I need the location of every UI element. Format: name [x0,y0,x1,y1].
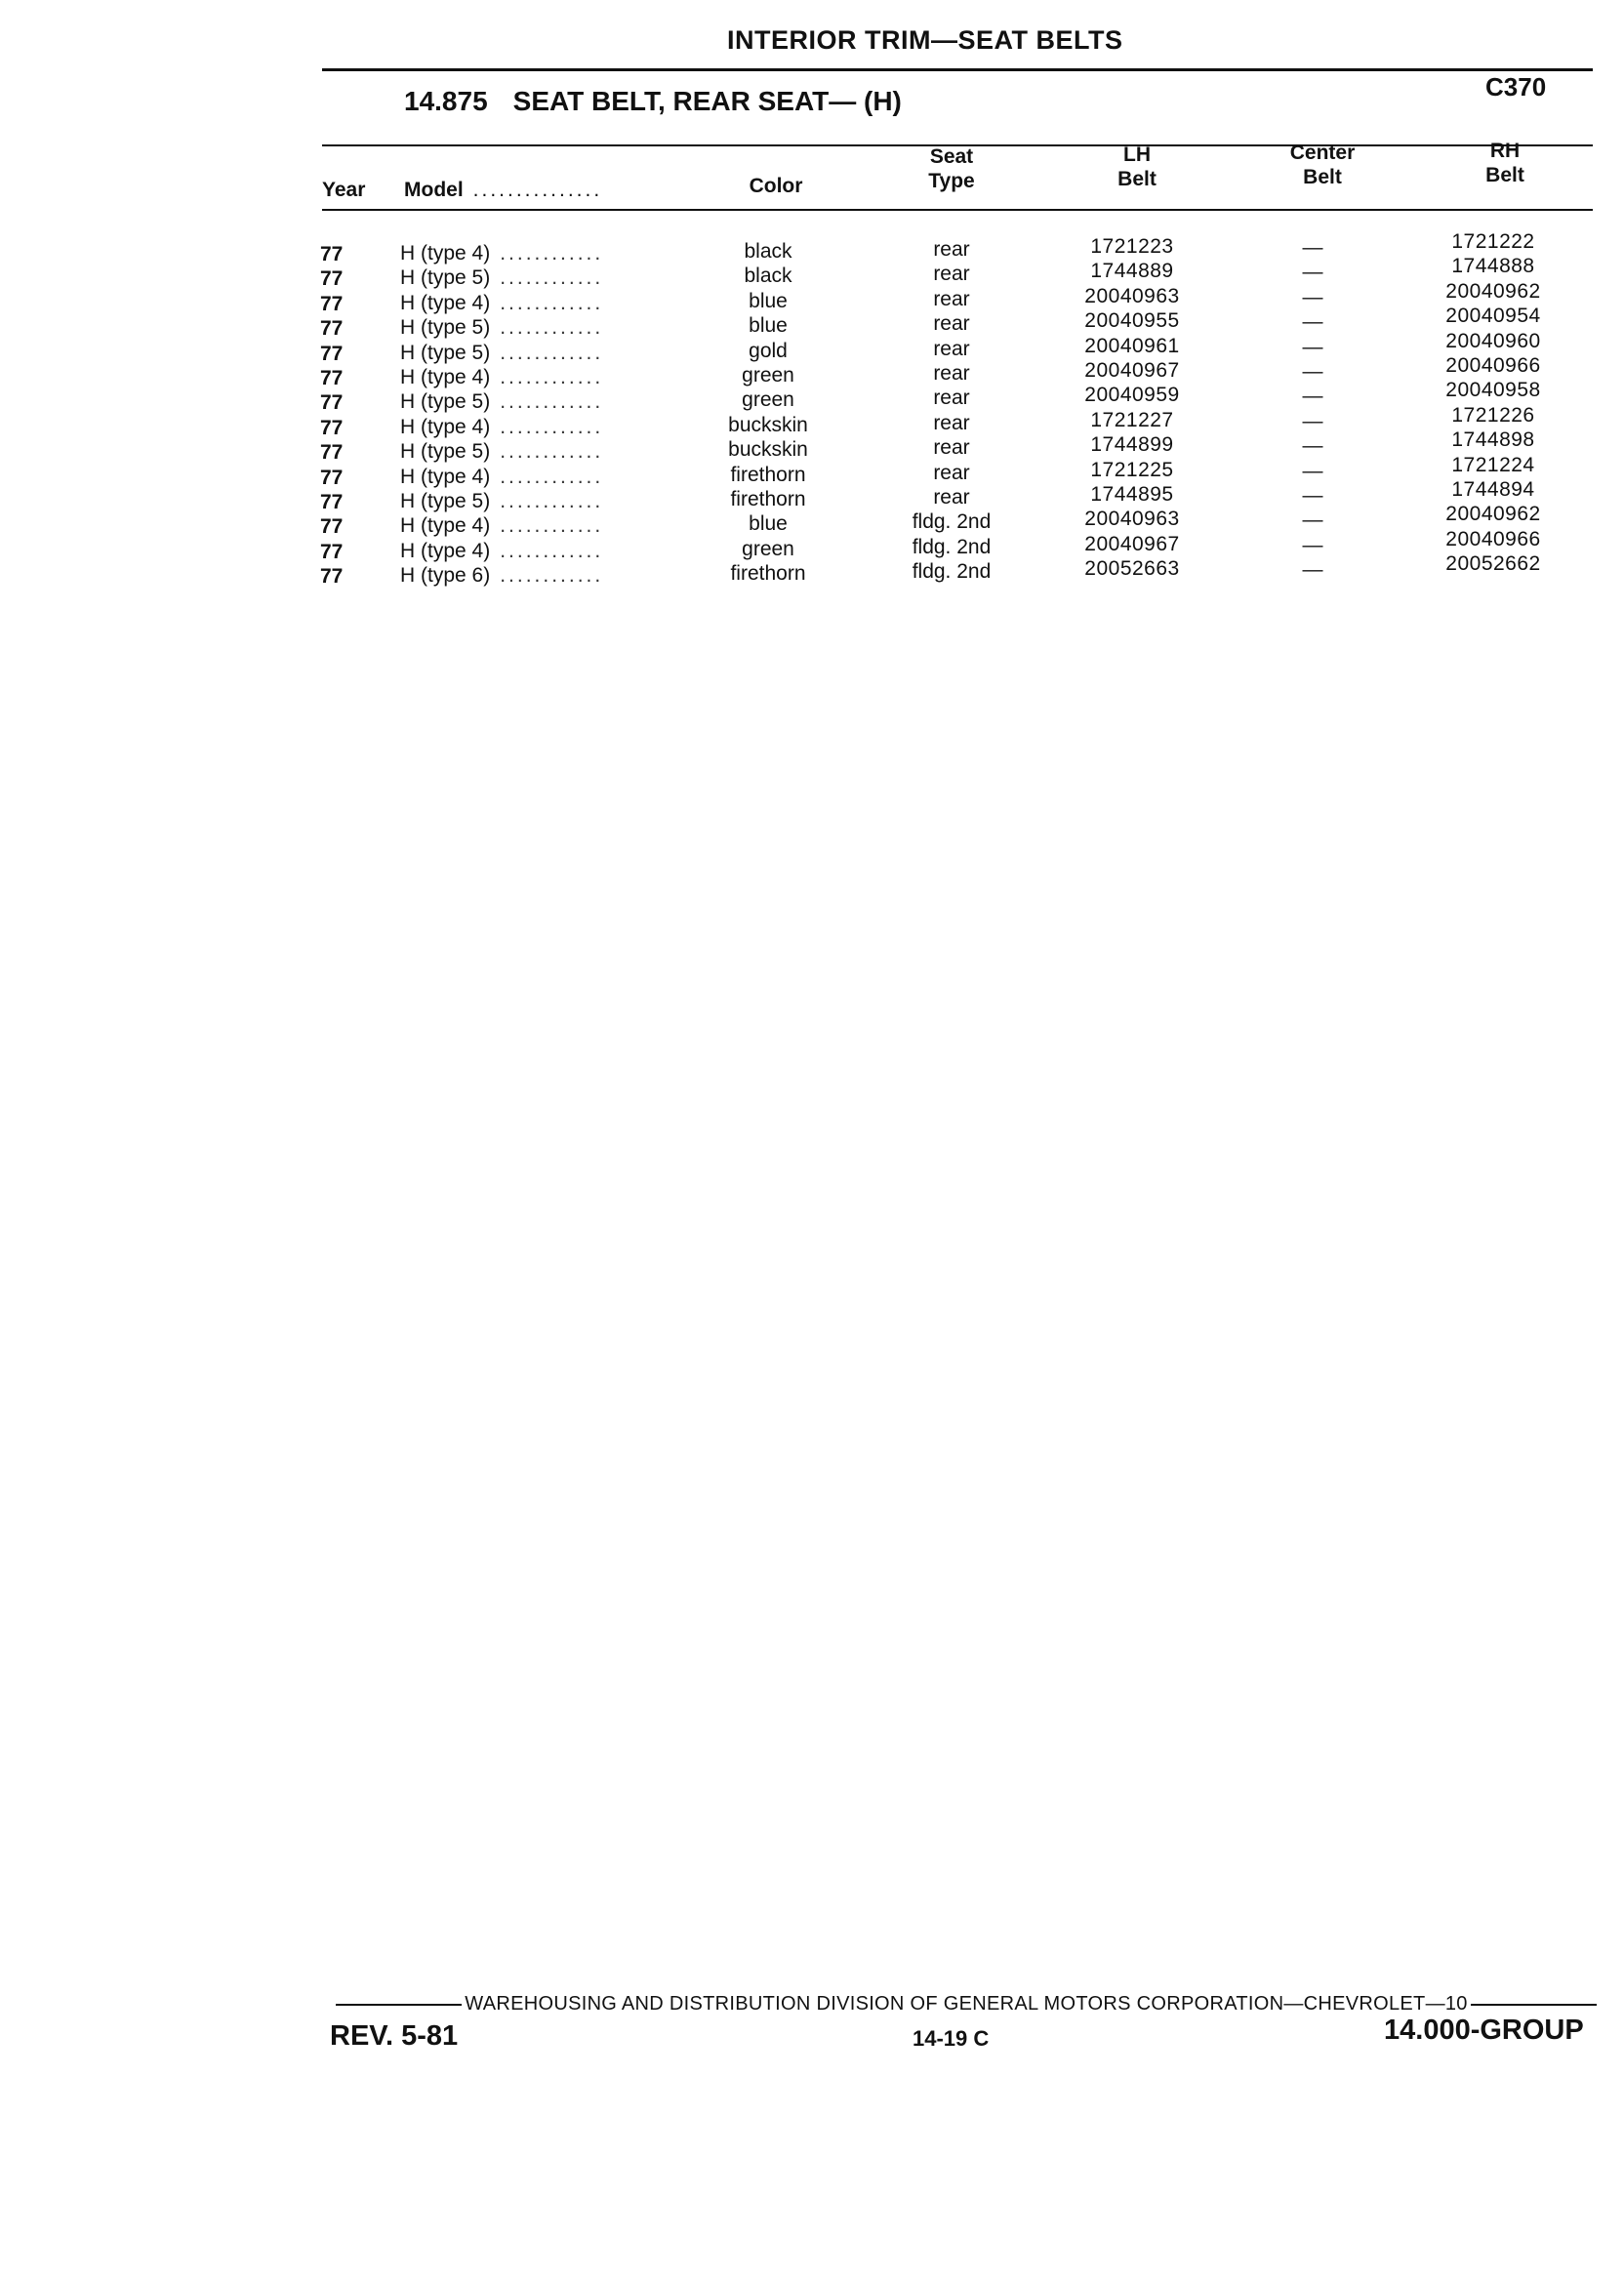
header-seat-type-line2: Type [928,170,975,192]
model-label: H (type 4) [400,292,491,314]
center-belt-cell: — [1302,360,1323,383]
model-label: H (type 4) [400,540,491,562]
color-cell: gold [749,340,788,362]
lh-belt-cell: 1721227 [1090,409,1174,431]
rh-belt-cell: 20052662 [1445,552,1541,575]
part-number: 14.875 [404,86,488,116]
rh-belt-cell: 20040966 [1445,354,1541,377]
center-belt-cell: — [1302,236,1323,259]
model-cell: H (type 5) ............ [400,342,604,364]
model-cell: H (type 5) ............ [400,390,604,413]
footer-division: WAREHOUSING AND DISTRIBUTION DIVISION OF GENERAL MOTORS CORPORATION—CHEVROLET—10 [465,1993,1468,2015]
lh-belt-cell: 1721225 [1090,459,1174,481]
color-cell: blue [749,314,788,337]
year-cell: 77 [320,541,344,563]
rh-belt-cell: 1721226 [1451,404,1535,427]
year-cell: 77 [320,367,344,389]
year-cell: 77 [320,417,344,439]
model-label: H (type 4) [400,466,491,488]
model-label: H (type 5) [400,440,491,463]
color-cell: green [742,538,794,560]
group-label: 14.000-GROUP [1384,2015,1584,2046]
seat-type-cell: rear [933,387,970,409]
header-seat-type-line1: Seat [929,145,974,168]
color-cell: green [742,388,794,411]
lh-belt-cell: 20040963 [1084,508,1180,530]
color-cell: buckskin [728,414,808,436]
lh-belt-cell: 1744889 [1090,260,1174,282]
header-rh-line1: RH [1489,140,1521,162]
header-rh-belt [1437,139,1573,187]
revision-label: REV. 5-81 [330,2020,459,2052]
seat-type-cell: rear [933,288,970,310]
seat-type-cell: rear [933,338,970,360]
header-center-line2: Belt [1303,166,1342,188]
part-heading [404,86,902,117]
lh-belt-cell: 1721223 [1090,235,1174,258]
model-cell: H (type 4) ............ [400,416,604,438]
model-cell: H (type 5) ............ [400,316,604,339]
model-label: H (type 4) [400,416,491,438]
seat-type-cell: rear [933,436,970,459]
seat-type-cell: rear [933,486,970,509]
header-lh-line2: Belt [1117,168,1157,190]
center-belt-cell: — [1302,336,1323,358]
lh-belt-cell: 1744899 [1090,433,1174,456]
color-cell: blue [749,290,788,312]
lh-belt-cell: 20040963 [1084,285,1180,307]
footer-division-line [336,1993,1597,2015]
header-model-label: Model [404,179,464,201]
model-cell: H (type 4) ............ [400,466,604,488]
center-belt-cell: — [1302,434,1323,457]
rh-belt-cell: 20040966 [1445,528,1541,550]
lh-belt-cell: 20040961 [1084,335,1180,357]
center-belt-cell: — [1302,261,1323,283]
center-belt-cell: — [1302,484,1323,507]
seat-type-cell: rear [933,312,970,335]
header-rh-line2: Belt [1485,164,1524,186]
rh-belt-cell: 20040962 [1445,503,1541,525]
color-cell: firethorn [730,562,806,585]
year-cell: 77 [320,491,344,513]
model-label: H (type 5) [400,316,491,339]
model-label: H (type 6) [400,564,491,587]
footer-dash-right [1471,2004,1597,2006]
header-model: Model ............... [404,179,603,201]
header-rule [322,68,1593,71]
lh-belt-cell: 20040967 [1084,533,1180,555]
year-cell: 77 [320,467,344,489]
model-label: H (type 4) [400,366,491,388]
rh-belt-cell: 20040960 [1445,330,1541,352]
model-label: H (type 5) [400,490,491,512]
header-bottom-rule [322,209,1593,211]
header-center-line1: Center [1289,142,1356,164]
rh-belt-cell: 1721222 [1451,230,1535,253]
model-cell: H (type 4) ............ [400,366,604,388]
header-year: Year [322,179,366,201]
seat-type-cell: rear [933,238,970,261]
lh-belt-cell: 20040955 [1084,309,1180,332]
header-center-belt [1264,141,1381,189]
model-cell: H (type 5) ............ [400,490,604,512]
year-cell: 77 [320,565,344,588]
center-belt-cell: — [1302,286,1323,308]
rh-belt-cell: 1721224 [1451,454,1535,476]
center-belt-cell: — [1302,410,1323,432]
seat-type-cell: rear [933,362,970,385]
lh-belt-cell: 20040959 [1084,384,1180,406]
year-cell: 77 [320,267,344,290]
color-cell: buckskin [728,438,808,461]
color-cell: black [744,265,792,287]
model-label: H (type 5) [400,390,491,413]
model-label: H (type 5) [400,266,491,289]
color-cell: firethorn [730,464,806,486]
model-cell: H (type 5) ............ [400,440,604,463]
seat-type-cell: fldg. 2nd [912,536,992,558]
seat-type-cell: fldg. 2nd [912,560,992,583]
lh-belt-cell: 20040967 [1084,359,1180,382]
page-number: 14-19 C [913,2026,990,2051]
year-cell: 77 [320,391,344,414]
footer-dash-left [336,2004,462,2006]
seat-type-cell: rear [933,462,970,484]
model-label: H (type 5) [400,342,491,364]
lh-belt-cell: 20052663 [1084,557,1180,580]
model-cell: H (type 4) ............ [400,514,604,537]
header-seat-type [878,144,1025,193]
center-belt-cell: — [1302,509,1323,531]
center-belt-cell: — [1302,534,1323,556]
part-title: SEAT BELT, REAR SEAT— (H) [512,86,902,116]
header-lh-belt [1059,142,1215,191]
year-cell: 77 [320,293,344,315]
rh-belt-cell: 1744898 [1451,428,1535,451]
color-cell: black [744,240,792,263]
section-title: INTERIOR TRIM—SEAT BELTS [727,25,1123,55]
year-cell: 77 [320,317,344,340]
model-label: H (type 4) [400,514,491,537]
rh-belt-cell: 20040954 [1445,305,1541,327]
rh-belt-cell: 1744888 [1451,255,1535,277]
year-cell: 77 [320,441,344,464]
seat-type-cell: fldg. 2nd [912,510,992,533]
center-belt-cell: — [1302,558,1323,581]
center-belt-cell: — [1302,460,1323,482]
model-cell: H (type 6) ............ [400,564,604,587]
rh-belt-cell: 20040958 [1445,379,1541,401]
rh-belt-cell: 1744894 [1451,478,1535,501]
year-cell: 77 [320,515,344,538]
center-belt-cell: — [1302,310,1323,333]
header-lh-line1: LH [1123,143,1151,166]
model-cell: H (type 4) ............ [400,292,604,314]
page-code: C370 [1485,72,1547,102]
color-cell: green [742,364,794,387]
color-cell: firethorn [730,488,806,510]
model-cell: H (type 4) ............ [400,540,604,562]
rh-belt-cell: 20040962 [1445,280,1541,303]
center-belt-cell: — [1302,385,1323,407]
seat-type-cell: rear [933,412,970,434]
model-cell: H (type 5) ............ [400,266,604,289]
year-cell: 77 [320,243,344,265]
model-cell: H (type 4) ............ [400,242,604,265]
seat-type-cell: rear [933,263,970,285]
year-cell: 77 [320,343,344,365]
color-cell: blue [749,512,788,535]
model-label: H (type 4) [400,242,491,265]
lh-belt-cell: 1744895 [1090,483,1174,506]
header-color: Color [749,175,803,197]
